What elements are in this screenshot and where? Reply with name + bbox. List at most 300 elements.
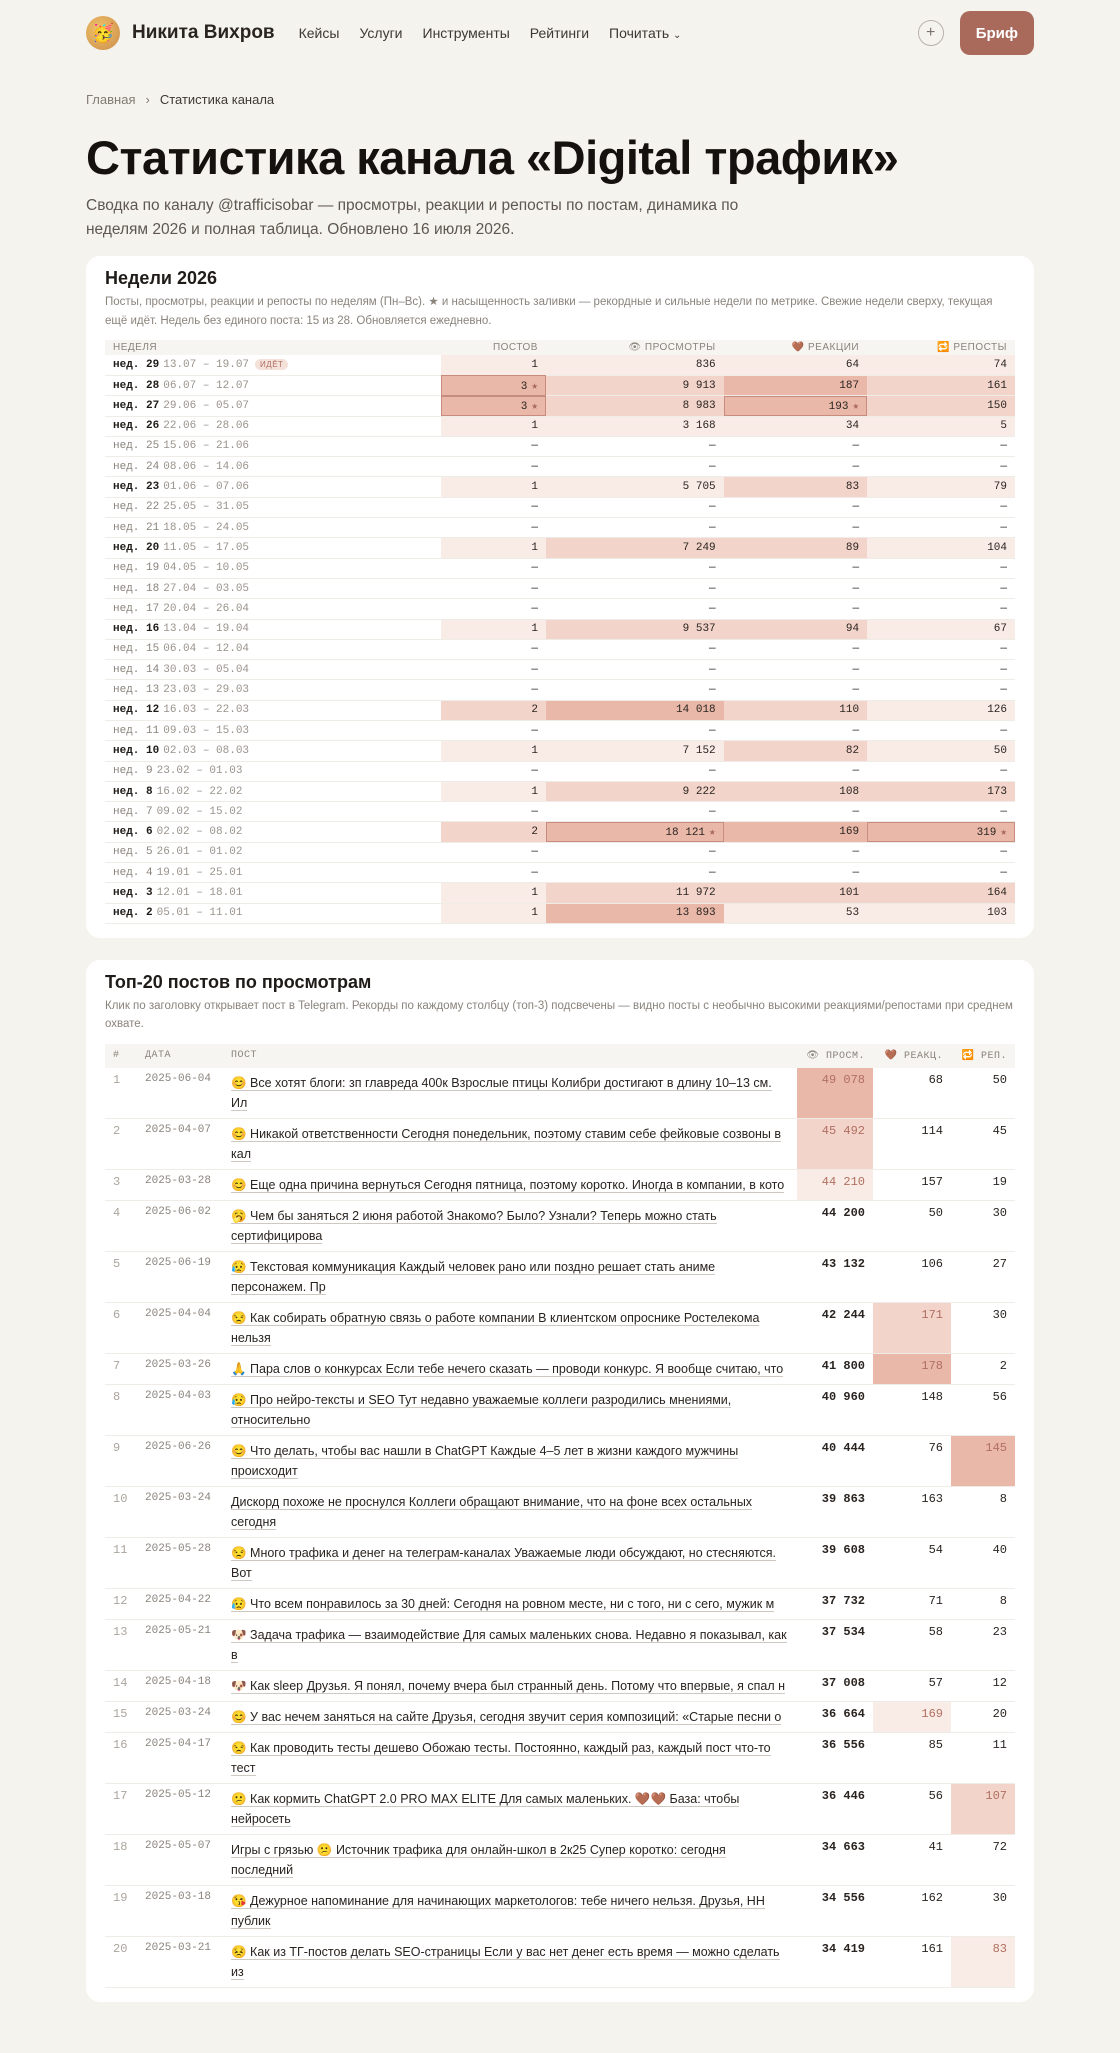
post-link[interactable]: Игры с грязью 😕 Источник трафика для онлайн-школ в 2к25 Супер коротко: сегодня последний — [231, 1842, 726, 1877]
week-r-value: 64 — [845, 359, 860, 372]
week-s-value: 79 — [993, 481, 1007, 494]
week-s-cell — [867, 457, 1015, 477]
week-label: нед. 14 — [113, 663, 160, 676]
week-r-cell — [724, 680, 867, 700]
week-p-value: 1 — [531, 359, 538, 372]
week-dates: 09.02 – 15.02 — [156, 805, 243, 818]
post-r-cell: 54 — [873, 1537, 951, 1588]
week-v-value: 5 705 — [682, 481, 716, 494]
week-s-cell — [867, 599, 1015, 619]
post-cell — [223, 1936, 797, 1987]
week-p-cell — [441, 802, 546, 822]
week-v-cell — [546, 721, 724, 741]
week-p-value: 1 — [531, 887, 538, 900]
row-number: 3 — [105, 1169, 137, 1200]
week-row — [105, 639, 1015, 659]
col-views: 👁 ПРОСМ. — [797, 1044, 873, 1068]
week-p-cell — [441, 396, 546, 416]
week-p-cell — [441, 497, 546, 517]
week-cell — [105, 518, 441, 538]
row-number: 19 — [105, 1885, 137, 1936]
row-number: 20 — [105, 1936, 137, 1987]
week-dates: 06.04 – 12.04 — [163, 643, 250, 656]
post-link[interactable]: 😊 У вас нечем заняться на сайте Друзья, сегодня звучит серия композиций: «Старые песни о — [231, 1709, 782, 1724]
post-date: 2025-03-24 — [137, 1486, 223, 1537]
row-number: 10 — [105, 1486, 137, 1537]
star-icon: ★ — [709, 827, 716, 840]
week-s-value: — — [1000, 440, 1007, 453]
post-s-cell: 30 — [951, 1885, 1015, 1936]
week-p-value: 1 — [531, 785, 538, 798]
nav-read[interactable] — [609, 25, 681, 41]
brief-button[interactable]: Бриф — [960, 11, 1034, 55]
post-v-cell: 34 419 — [797, 1936, 873, 1987]
week-p-value: — — [531, 440, 538, 453]
col-week: НЕДЕЛЯ — [105, 340, 441, 355]
post-link[interactable]: 🥱 Чем бы заняться 2 июня работой Знакомо? Было? Узнали? Теперь можно стать сертифицирова — [231, 1208, 717, 1243]
post-v-cell: 36 556 — [797, 1732, 873, 1783]
row-number: 16 — [105, 1732, 137, 1783]
week-p-cell — [441, 578, 546, 598]
week-p-value: — — [531, 643, 538, 656]
post-v-cell: 40 444 — [797, 1435, 873, 1486]
week-v-value: — — [709, 765, 716, 778]
post-r-cell: 76 — [873, 1435, 951, 1486]
week-r-cell — [724, 700, 867, 720]
post-v-cell: 44 210 — [797, 1169, 873, 1200]
post-v-cell: 39 608 — [797, 1537, 873, 1588]
week-row — [105, 822, 1015, 842]
week-r-value: — — [852, 602, 860, 615]
post-cell — [223, 1885, 797, 1936]
week-v-value: 14 018 — [676, 704, 716, 717]
row-number: 14 — [105, 1670, 137, 1701]
post-date: 2025-04-17 — [137, 1732, 223, 1783]
current-week-badge: ИДЁТ — [255, 359, 288, 370]
week-s-value: 67 — [993, 623, 1007, 636]
post-link[interactable]: Дискорд похоже не проснулся Коллеги обращают внимание, что на фоне всех остальных сегодня — [231, 1494, 753, 1529]
week-row — [105, 883, 1015, 903]
col-views: 👁 ПРОСМОТРЫ — [546, 340, 724, 355]
post-v-cell: 37 732 — [797, 1588, 873, 1619]
post-r-cell: 106 — [873, 1251, 951, 1302]
week-r-cell — [724, 721, 867, 741]
week-r-value: 101 — [839, 887, 860, 900]
week-p-value: 3 — [520, 380, 528, 393]
post-date: 2025-03-21 — [137, 1936, 223, 1987]
week-row — [105, 741, 1015, 761]
week-v-value: 3 168 — [682, 420, 716, 433]
week-s-value: 103 — [987, 907, 1007, 920]
week-r-cell — [724, 477, 867, 497]
post-s-cell: 83 — [951, 1936, 1015, 1987]
week-r-value: — — [852, 440, 860, 453]
week-r-value: — — [852, 460, 860, 473]
week-s-value: 50 — [993, 744, 1007, 757]
week-dates: 13.07 – 19.07 — [163, 359, 250, 372]
week-dates: 06.07 – 12.07 — [163, 379, 250, 392]
post-s-cell: 145 — [951, 1435, 1015, 1486]
week-row — [105, 619, 1015, 639]
post-date: 2025-05-28 — [137, 1537, 223, 1588]
week-r-cell — [724, 497, 867, 517]
nav-tools[interactable]: Инструменты — [422, 25, 510, 41]
week-cell — [105, 619, 441, 639]
week-dates: 02.03 – 08.03 — [163, 744, 250, 757]
week-p-value: — — [531, 846, 538, 859]
post-s-cell: 8 — [951, 1486, 1015, 1537]
col-num: # — [105, 1044, 137, 1068]
week-v-cell — [546, 802, 724, 822]
post-cell — [223, 1353, 797, 1384]
post-cell — [223, 1701, 797, 1732]
week-s-cell — [867, 761, 1015, 781]
week-v-cell — [546, 599, 724, 619]
week-p-cell — [441, 558, 546, 578]
table-row — [105, 1783, 1015, 1834]
week-row — [105, 477, 1015, 497]
week-p-value: 1 — [531, 744, 538, 757]
post-link[interactable]: 😘 Дежурное напоминание для начинающих маркетологов: тебе ничего нельзя. Друзья, НН публик — [231, 1893, 765, 1928]
post-cell — [223, 1670, 797, 1701]
row-number: 18 — [105, 1834, 137, 1885]
post-cell — [223, 1169, 797, 1200]
row-number: 9 — [105, 1435, 137, 1486]
post-date: 2025-03-26 — [137, 1353, 223, 1384]
weeks-title: Недели 2026 — [105, 268, 217, 289]
week-v-cell — [546, 355, 724, 375]
week-p-cell — [441, 355, 546, 375]
post-cell — [223, 1435, 797, 1486]
week-v-value: — — [709, 663, 716, 676]
post-v-cell: 40 960 — [797, 1384, 873, 1435]
post-date: 2025-04-22 — [137, 1588, 223, 1619]
week-label: нед. 10 — [113, 744, 160, 757]
table-row — [105, 1588, 1015, 1619]
week-dates: 19.01 – 25.01 — [156, 866, 243, 879]
week-s-value: 150 — [987, 399, 1007, 412]
week-p-cell — [441, 721, 546, 741]
week-s-value: 173 — [987, 785, 1007, 798]
week-dates: 23.02 – 01.03 — [156, 765, 243, 778]
week-s-cell — [867, 619, 1015, 639]
week-label: нед. 22 — [113, 501, 160, 514]
week-v-value: — — [709, 440, 716, 453]
week-dates: 05.01 – 11.01 — [156, 907, 243, 920]
post-link[interactable]: 😕 Как кормить ChatGPT 2.0 PRO MAX ELITE Для самых маленьких. 🤎🤎 База: чтобы нейросеть — [231, 1791, 740, 1826]
week-p-value: 1 — [531, 623, 538, 636]
top-table — [105, 1044, 1015, 1988]
post-link[interactable]: 😊 Еще одна причина вернуться Сегодня пятница, поэтому коротко. Иногда в компании, в кото — [231, 1177, 785, 1192]
week-r-value: — — [852, 846, 860, 859]
post-cell — [223, 1068, 797, 1119]
week-s-value: 319 — [976, 827, 997, 840]
table-row — [105, 1384, 1015, 1435]
post-link[interactable]: 🙏 Пара слов о конкурсах Если тебе нечего сказать — проводи конкурс. Я вообще считаю, что — [231, 1361, 784, 1376]
week-s-value: 74 — [993, 359, 1007, 372]
post-link[interactable]: 😊 Что делать, чтобы вас нашли в ChatGPT Каждые 4–5 лет в жизни каждого мужчины происходит — [231, 1443, 739, 1478]
week-cell — [105, 416, 441, 436]
row-number: 15 — [105, 1701, 137, 1732]
post-cell — [223, 1302, 797, 1353]
week-v-value: — — [709, 501, 716, 514]
week-r-value: 193 — [828, 400, 849, 413]
post-s-cell: 8 — [951, 1588, 1015, 1619]
week-s-cell — [867, 903, 1015, 923]
page-title: Статистика канала «Digital трафик» — [86, 131, 899, 184]
week-row — [105, 781, 1015, 801]
week-label: нед. 20 — [113, 541, 160, 554]
post-v-cell: 34 556 — [797, 1885, 873, 1936]
nav-ratings[interactable]: Рейтинги — [529, 25, 590, 41]
post-link[interactable]: 😊 Никакой ответственности Сегодня понедельник, поэтому ставим себе фейковые созвоны в кал — [231, 1126, 782, 1161]
week-cell — [105, 436, 441, 456]
table-row — [105, 1435, 1015, 1486]
week-s-cell — [867, 842, 1015, 862]
week-r-value: — — [852, 724, 860, 737]
week-v-cell — [546, 883, 724, 903]
post-date: 2025-06-04 — [137, 1068, 223, 1119]
row-number: 7 — [105, 1353, 137, 1384]
row-number: 6 — [105, 1302, 137, 1353]
week-v-value: — — [709, 562, 716, 575]
week-label: нед. 28 — [113, 379, 160, 392]
week-dates: 29.06 – 05.07 — [163, 399, 250, 412]
table-row — [105, 1068, 1015, 1119]
post-r-cell: 163 — [873, 1486, 951, 1537]
week-p-cell — [441, 842, 546, 862]
week-dates: 16.03 – 22.03 — [163, 704, 250, 717]
post-link[interactable]: 🐶 Как sleep Друзья. Я понял, почему вчера был странный день. Потому что впервые, я спал н — [231, 1678, 786, 1693]
week-v-value: — — [709, 684, 716, 697]
table-row — [105, 1200, 1015, 1251]
table-row — [105, 1353, 1015, 1384]
post-s-cell: 107 — [951, 1783, 1015, 1834]
week-dates: 09.03 – 15.03 — [163, 724, 250, 737]
week-r-cell — [724, 558, 867, 578]
week-r-cell — [724, 842, 867, 862]
week-dates: 12.01 – 18.01 — [156, 887, 243, 900]
row-number: 11 — [105, 1537, 137, 1588]
week-dates: 11.05 – 17.05 — [163, 541, 250, 554]
post-s-cell: 20 — [951, 1701, 1015, 1732]
table-row — [105, 1670, 1015, 1701]
post-r-cell: 114 — [873, 1118, 951, 1169]
week-s-cell — [867, 497, 1015, 517]
week-row — [105, 903, 1015, 923]
post-s-cell: 30 — [951, 1200, 1015, 1251]
week-p-value: 1 — [531, 481, 538, 494]
post-link[interactable]: 😥 Что всем понравилось за 30 дней: Сегодня на ровном месте, ни с того, ни с сего, мужик м — [231, 1596, 775, 1611]
week-v-value: — — [709, 582, 716, 595]
week-label: нед. 23 — [113, 481, 160, 494]
week-s-value: — — [1000, 684, 1007, 697]
week-p-value: — — [531, 663, 538, 676]
week-p-cell — [441, 700, 546, 720]
table-row — [105, 1251, 1015, 1302]
week-p-value: — — [531, 866, 538, 879]
plus-icon[interactable]: + — [918, 20, 944, 46]
week-r-value: — — [852, 663, 860, 676]
col-date: ДАТА — [137, 1044, 223, 1068]
week-v-value: — — [709, 846, 716, 859]
week-v-value: — — [709, 643, 716, 656]
week-label: нед. 12 — [113, 704, 160, 717]
week-dates: 15.06 – 21.06 — [163, 440, 250, 453]
post-cell — [223, 1834, 797, 1885]
table-row — [105, 1169, 1015, 1200]
brand-name: Никита Вихров — [132, 22, 275, 43]
week-cell — [105, 741, 441, 761]
post-r-cell: 50 — [873, 1200, 951, 1251]
week-dates: 02.02 – 08.02 — [156, 826, 243, 839]
week-label: нед. 6 — [113, 826, 153, 839]
week-label: нед. 2 — [113, 907, 153, 920]
post-date: 2025-04-04 — [137, 1302, 223, 1353]
post-link[interactable]: 😣 Как из ТГ-постов делать SEO-страницы Если у вас нет денег есть время — можно сделать из — [231, 1944, 780, 1979]
post-s-cell: 50 — [951, 1068, 1015, 1119]
post-link[interactable]: 😥 Про нейро-тексты и SEO Тут недавно уважаемые коллеги разродились мнениями, относительно — [231, 1392, 732, 1427]
breadcrumb-home[interactable]: Главная — [86, 92, 136, 107]
post-link[interactable]: 😒 Как собирать обратную связь о работе компании В клиентском опроснике Ростелекома нельзя — [231, 1310, 760, 1345]
nav-cases[interactable]: Кейсы — [298, 25, 340, 41]
week-s-value: — — [1000, 765, 1007, 778]
post-r-cell: 56 — [873, 1783, 951, 1834]
week-row — [105, 558, 1015, 578]
post-v-cell: 49 078 — [797, 1068, 873, 1119]
week-s-value: 104 — [987, 541, 1007, 554]
week-s-cell — [867, 822, 1015, 842]
week-s-value: 164 — [987, 887, 1007, 900]
table-row — [105, 1701, 1015, 1732]
post-link[interactable]: 😊 Все хотят блоги: зп главреда 400к Взрослые птицы Колибри достигают в длину 10–13 см. Ил — [231, 1075, 772, 1110]
week-v-value: — — [709, 724, 716, 737]
week-v-value: 18 121 — [665, 827, 706, 840]
week-p-cell — [441, 599, 546, 619]
week-row — [105, 842, 1015, 862]
week-label: нед. 27 — [113, 399, 160, 412]
week-label: нед. 15 — [113, 643, 160, 656]
week-label: нед. 21 — [113, 521, 160, 534]
post-date: 2025-04-07 — [137, 1118, 223, 1169]
star-icon: ★ — [531, 380, 538, 393]
week-s-value: — — [1000, 501, 1007, 514]
week-r-cell — [724, 903, 867, 923]
week-s-value: — — [1000, 866, 1007, 879]
week-r-value: — — [852, 562, 860, 575]
week-s-value: 126 — [987, 704, 1007, 717]
week-label: нед. 4 — [113, 866, 153, 879]
week-row — [105, 518, 1015, 538]
post-cell — [223, 1486, 797, 1537]
week-p-cell — [441, 639, 546, 659]
week-v-cell — [546, 416, 724, 436]
week-p-cell — [441, 619, 546, 639]
week-row — [105, 538, 1015, 558]
week-p-value: 3 — [520, 400, 528, 413]
week-r-value: 108 — [839, 785, 860, 798]
post-s-cell: 11 — [951, 1732, 1015, 1783]
week-p-value: — — [531, 684, 538, 697]
week-s-cell — [867, 436, 1015, 456]
week-p-value: — — [531, 805, 538, 818]
week-v-value: — — [709, 805, 716, 818]
week-s-cell — [867, 721, 1015, 741]
post-link[interactable]: 🐶 Задача трафика — взаимодействие Для самых маленьких снова. Недавно я показывал, как в — [231, 1627, 787, 1662]
week-r-cell — [724, 538, 867, 558]
week-row — [105, 396, 1015, 416]
week-r-cell — [724, 396, 867, 416]
week-r-value: 89 — [845, 541, 860, 554]
table-row — [105, 1302, 1015, 1353]
week-r-value: 53 — [845, 907, 860, 920]
table-row — [105, 1936, 1015, 1987]
week-r-value: — — [852, 501, 860, 514]
post-link[interactable]: 😒 Как проводить тесты дешево Обожаю тесты. Постоянно, каждый раз, каждый пост что-то тест — [231, 1740, 771, 1775]
week-s-cell — [867, 700, 1015, 720]
row-number: 12 — [105, 1588, 137, 1619]
week-dates: 13.04 – 19.04 — [163, 623, 250, 636]
post-cell — [223, 1783, 797, 1834]
week-s-cell — [867, 578, 1015, 598]
avatar: 🥳 — [86, 16, 120, 50]
post-r-cell: 169 — [873, 1701, 951, 1732]
post-v-cell: 43 132 — [797, 1251, 873, 1302]
week-r-value: 169 — [839, 826, 860, 839]
nav-services[interactable]: Услуги — [359, 25, 403, 41]
week-r-value: — — [852, 805, 860, 818]
week-r-cell — [724, 355, 867, 375]
week-v-value: 8 983 — [682, 399, 716, 412]
week-p-value: 2 — [531, 826, 538, 839]
brand[interactable] — [86, 16, 275, 50]
week-s-value: — — [1000, 602, 1007, 615]
week-dates: 25.05 – 31.05 — [163, 501, 250, 514]
week-dates: 22.06 – 28.06 — [163, 420, 250, 433]
week-cell — [105, 781, 441, 801]
week-row — [105, 863, 1015, 883]
week-r-cell — [724, 883, 867, 903]
week-r-cell — [724, 822, 867, 842]
week-label: нед. 24 — [113, 460, 160, 473]
star-icon: ★ — [1000, 827, 1007, 840]
row-number: 8 — [105, 1384, 137, 1435]
week-cell — [105, 883, 441, 903]
week-label: нед. 11 — [113, 724, 160, 737]
post-link[interactable]: 😥 Текстовая коммуникация Каждый человек рано или поздно решает стать аниме персонажем. Пр — [231, 1259, 716, 1294]
week-cell — [105, 457, 441, 477]
week-v-value: — — [709, 602, 716, 615]
table-row — [105, 1486, 1015, 1537]
week-r-value: 110 — [839, 704, 860, 717]
week-dates: 20.04 – 26.04 — [163, 602, 250, 615]
post-link[interactable]: 😒 Много трафика и денег на телеграм-каналах Уважаемые люди обсуждают, но стесняются. Вот — [231, 1545, 777, 1580]
post-date: 2025-06-26 — [137, 1435, 223, 1486]
week-v-value: 13 893 — [676, 907, 716, 920]
week-label: нед. 29 — [113, 359, 160, 372]
post-r-cell: 57 — [873, 1670, 951, 1701]
week-r-cell — [724, 639, 867, 659]
week-label: нед. 25 — [113, 440, 160, 453]
post-r-cell: 157 — [873, 1169, 951, 1200]
week-row — [105, 761, 1015, 781]
main-nav — [299, 25, 682, 41]
page-subtitle: Сводка по каналу @trafficisobar — просмотры, реакции и репосты по постам, динамика по неделям 2026 и полная таблица. Обновлено 16 июля 2026. — [86, 197, 739, 239]
week-v-value: 7 152 — [682, 744, 716, 757]
post-v-cell: 36 664 — [797, 1701, 873, 1732]
week-v-cell — [546, 518, 724, 538]
week-cell — [105, 863, 441, 883]
